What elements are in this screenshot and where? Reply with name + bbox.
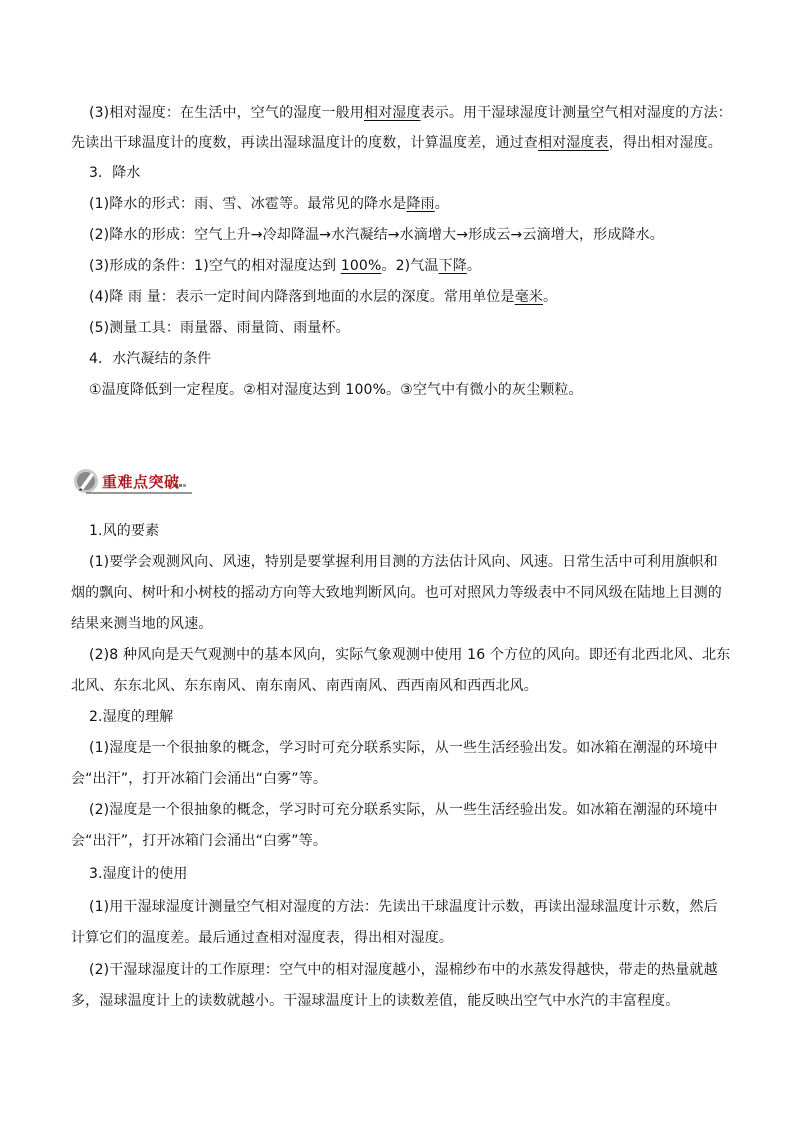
hygrometer-p2-line2: 多，湿球温度计上的读数就越小。干湿球温度计上的读数差值，能反映出空气中水汽的丰富程度。 — [71, 993, 680, 1009]
text-segment: (1)降水的形式：雨、雪、冰雹等。最常见的降水是 — [89, 196, 407, 212]
heading-condensation: 4．水汽凝结的条件 — [89, 351, 212, 367]
heading-wind-elements: 1.风的要素 — [89, 523, 160, 539]
underlined-term: 降雨 — [406, 196, 435, 212]
text-segment: 。 — [543, 289, 558, 305]
underlined-term: 相对湿度 — [363, 105, 421, 121]
text-segment: 。 — [466, 258, 482, 274]
heading-precipitation: 3．降水 — [89, 165, 141, 181]
text-segment: 表示。用干湿球湿度计测量空气相对湿度的方法： — [420, 105, 732, 121]
wind-p1-line2: 烟的飘向、树叶和小树枝的摇动方向等大致地判断风向。也可对照风力等级表中不同风级在陆地上目测的 — [71, 585, 722, 601]
precipitation-forms — [89, 194, 449, 214]
condensation-conditions: ①温度降低到一定程度。②相对湿度达到 100%。③空气中有微小的灰尘颗粒。 — [89, 382, 583, 398]
paragraph-relative-humidity-line1 — [89, 103, 732, 123]
key-points-badge — [72, 466, 196, 496]
precipitation-tools: (5)测量工具：雨量器、雨量筒、雨量杯。 — [89, 320, 350, 336]
text-segment: (4)降 雨 量：表示一定时间内降落到地面的水层的深度。常用单位是 — [89, 289, 515, 305]
humidity-p1-line1: (1)湿度是一个很抽象的概念，学习时可充分联系实际，从一些生活经验出发。如冰箱在潮湿的环境中 — [89, 740, 718, 756]
precipitation-formation: (2)降水的形成：空气上升→冷却降温→水汽凝结→水滴增大→形成云→云滴增大，形成降水。 — [89, 227, 664, 243]
hygrometer-p1-line2: 计算它们的温度差。最后通过查相对湿度表，得出相对湿度。 — [71, 930, 454, 946]
text-segment: ，得出相对湿度。 — [608, 135, 722, 151]
wind-p2-line1: (2)8 种风向是天气观测中的基本风向，实际气象观测中使用 16 个方位的风向。即还有北西北风、北东 — [89, 647, 731, 663]
heading-hygrometer-usage: 3.湿度计的使用 — [89, 866, 188, 882]
wind-p2-line2: 北风、东东北风、东东南风、南东南风、南西南风、西西南风和西西北风。 — [71, 678, 538, 694]
humidity-p1-line2: 会“出汗”，打开冰箱门会涌出“白雾”等。 — [71, 771, 328, 787]
humidity-p2-line2: 会“出汗”，打开冰箱门会涌出“白雾”等。 — [71, 833, 328, 849]
text-segment: 先读出干球温度计的度数，再读出湿球温度计的度数，计算温度差，通过查 — [71, 135, 538, 151]
text-segment: (3)形成的条件：1)空气的相对湿度达到 — [89, 258, 337, 274]
underlined-term: 毫米 — [514, 289, 543, 305]
paragraph-relative-humidity-line2 — [71, 133, 722, 153]
precipitation-conditions — [89, 256, 481, 276]
humidity-p2-line1: (2)湿度是一个很抽象的概念，学习时可充分联系实际，从一些生活经验出发。如冰箱在潮湿的环境中 — [89, 802, 718, 818]
wind-p1-line1: (1)要学会观测风向、风速，特别是要掌握利用目测的方法估计风向、风速。日常生活中可利用旗帜和 — [89, 554, 718, 570]
underlined-term: 100% — [340, 258, 382, 274]
text-segment: 。 — [434, 196, 449, 212]
precipitation-amount — [89, 287, 557, 307]
text-segment: (3)相对湿度：在生活中，空气的湿度一般用 — [89, 105, 364, 121]
badge-title: 重难点突破 — [102, 473, 180, 491]
heading-humidity-understanding: 2.湿度的理解 — [89, 709, 174, 725]
underlined-term: 下降 — [438, 258, 467, 274]
text-segment: 。2)气温 — [381, 258, 439, 274]
underlined-term: 相对湿度表 — [537, 135, 609, 151]
hygrometer-p1-line1: (1)用干湿球湿度计测量空气相对湿度的方法：先读出干球温度计示数，再读出湿球温度计示数，然后 — [89, 899, 718, 915]
wind-p1-line3: 结果来测当地的风速。 — [71, 616, 213, 632]
hygrometer-p2-line1: (2)干湿球湿度计的工作原理：空气中的相对湿度越小，湿棉纱布中的水蒸发得越快，带走的热量就越 — [89, 962, 718, 978]
